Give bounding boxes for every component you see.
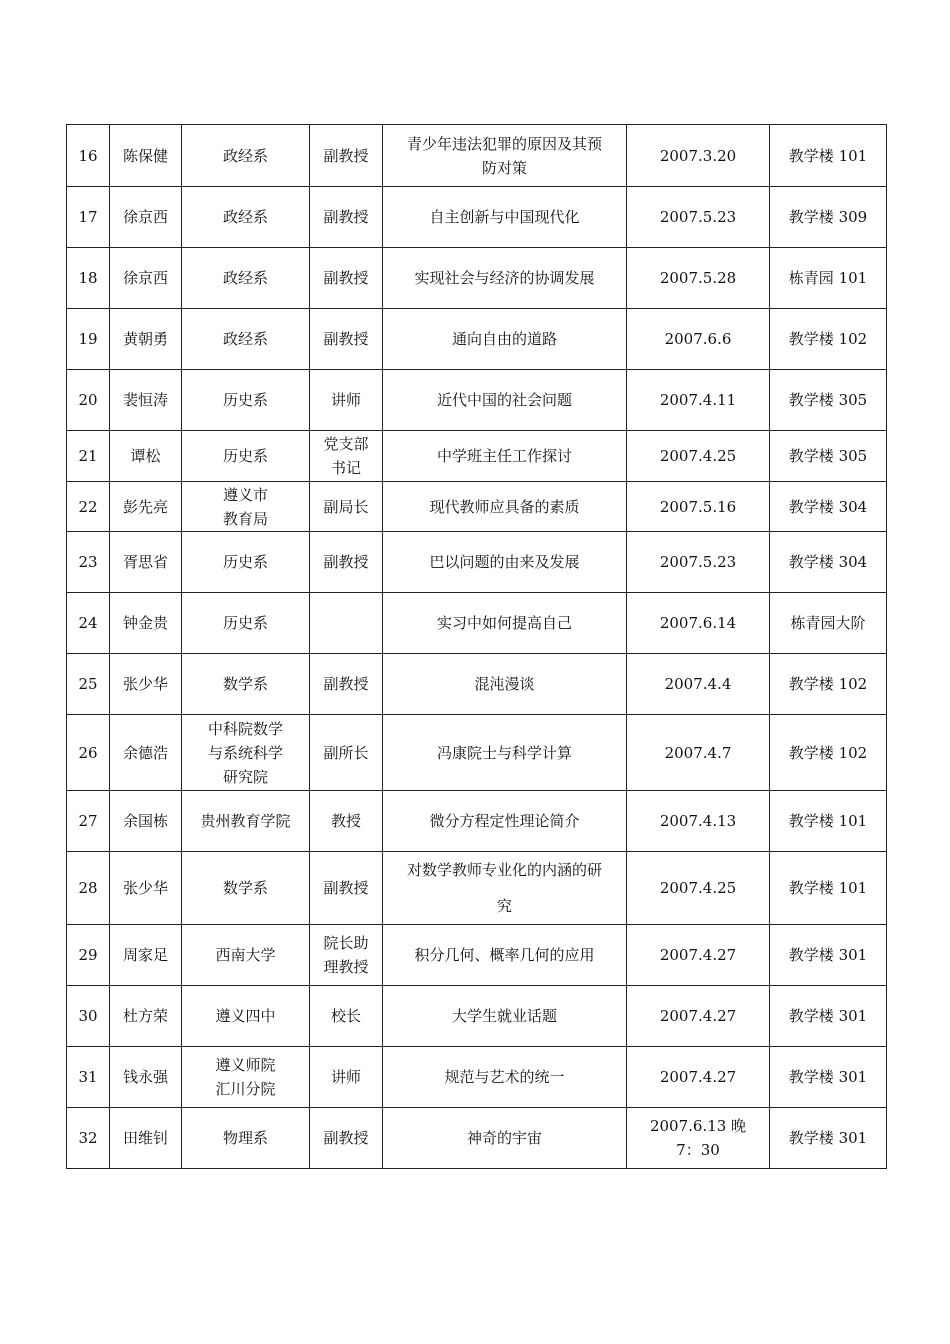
speaker-department: 数学系 — [182, 852, 310, 925]
speaker-name: 周家足 — [110, 925, 182, 986]
speaker-department: 政经系 — [182, 187, 310, 248]
table-row — [67, 482, 887, 532]
row-number: 32 — [67, 1108, 110, 1169]
lecture-topic: 实习中如何提高自己 — [383, 593, 627, 654]
speaker-department: 西南大学 — [182, 925, 310, 986]
row-number: 28 — [67, 852, 110, 925]
row-number: 25 — [67, 654, 110, 715]
table-row — [67, 248, 887, 309]
lecture-venue: 教学楼 102 — [770, 715, 887, 791]
lecture-topic: 冯康院士与科学计算 — [383, 715, 627, 791]
speaker-department: 历史系 — [182, 593, 310, 654]
speaker-title: 校长 — [310, 986, 383, 1047]
lecture-schedule-table — [66, 124, 887, 1169]
lecture-date: 2007.4.11 — [627, 370, 770, 431]
row-number: 24 — [67, 593, 110, 654]
table-row — [67, 431, 887, 482]
lecture-date: 2007.3.20 — [627, 125, 770, 187]
lecture-date: 2007.6.6 — [627, 309, 770, 370]
row-number: 18 — [67, 248, 110, 309]
lecture-venue: 教学楼 102 — [770, 654, 887, 715]
speaker-department: 遵义四中 — [182, 986, 310, 1047]
speaker-name: 钱永强 — [110, 1047, 182, 1108]
lecture-date: 2007.4.27 — [627, 925, 770, 986]
lecture-date: 2007.5.23 — [627, 532, 770, 593]
row-number: 20 — [67, 370, 110, 431]
lecture-date: 2007.4.25 — [627, 852, 770, 925]
speaker-name: 徐京西 — [110, 248, 182, 309]
speaker-name: 陈保健 — [110, 125, 182, 187]
lecture-date: 2007.4.4 — [627, 654, 770, 715]
table-row — [67, 1108, 887, 1169]
row-number: 27 — [67, 791, 110, 852]
row-number: 26 — [67, 715, 110, 791]
table-row — [67, 925, 887, 986]
lecture-topic: 青少年违法犯罪的原因及其预 防对策 — [383, 125, 627, 187]
speaker-title: 副教授 — [310, 852, 383, 925]
lecture-date: 2007.4.13 — [627, 791, 770, 852]
speaker-title: 副教授 — [310, 654, 383, 715]
lecture-venue: 教学楼 301 — [770, 986, 887, 1047]
speaker-name: 徐京西 — [110, 187, 182, 248]
lecture-date: 2007.4.27 — [627, 1047, 770, 1108]
speaker-title: 副教授 — [310, 248, 383, 309]
lecture-venue: 栋青园大阶 — [770, 593, 887, 654]
table-row — [67, 370, 887, 431]
lecture-venue: 教学楼 101 — [770, 791, 887, 852]
lecture-topic: 积分几何、概率几何的应用 — [383, 925, 627, 986]
speaker-title: 党支部 书记 — [310, 431, 383, 482]
row-number: 23 — [67, 532, 110, 593]
table-row — [67, 593, 887, 654]
lecture-topic: 规范与艺术的统一 — [383, 1047, 627, 1108]
lecture-venue: 教学楼 309 — [770, 187, 887, 248]
lecture-venue: 教学楼 304 — [770, 482, 887, 532]
speaker-department: 历史系 — [182, 370, 310, 431]
speaker-department: 物理系 — [182, 1108, 310, 1169]
table-row — [67, 852, 887, 925]
table-row — [67, 1047, 887, 1108]
speaker-name: 余国栋 — [110, 791, 182, 852]
row-number: 29 — [67, 925, 110, 986]
speaker-title: 副所长 — [310, 715, 383, 791]
lecture-topic: 中学班主任工作探讨 — [383, 431, 627, 482]
speaker-department: 遵义市 教育局 — [182, 482, 310, 532]
row-number: 21 — [67, 431, 110, 482]
lecture-venue: 栋青园 101 — [770, 248, 887, 309]
lecture-topic: 巴以问题的由来及发展 — [383, 532, 627, 593]
speaker-name: 张少华 — [110, 654, 182, 715]
speaker-name: 杜方荣 — [110, 986, 182, 1047]
table-row — [67, 187, 887, 248]
table-row — [67, 125, 887, 187]
lecture-venue: 教学楼 305 — [770, 431, 887, 482]
lecture-topic: 现代教师应具备的素质 — [383, 482, 627, 532]
row-number: 22 — [67, 482, 110, 532]
table-row — [67, 986, 887, 1047]
speaker-title: 讲师 — [310, 370, 383, 431]
speaker-department: 数学系 — [182, 654, 310, 715]
speaker-department: 历史系 — [182, 431, 310, 482]
lecture-topic: 微分方程定性理论简介 — [383, 791, 627, 852]
row-number: 30 — [67, 986, 110, 1047]
speaker-department: 政经系 — [182, 125, 310, 187]
table-row — [67, 715, 887, 791]
speaker-title: 副教授 — [310, 309, 383, 370]
speaker-name: 钟金贵 — [110, 593, 182, 654]
lecture-date: 2007.4.7 — [627, 715, 770, 791]
speaker-department: 历史系 — [182, 532, 310, 593]
row-number: 19 — [67, 309, 110, 370]
lecture-topic: 混沌漫谈 — [383, 654, 627, 715]
lecture-date: 2007.5.23 — [627, 187, 770, 248]
speaker-name: 胥思省 — [110, 532, 182, 593]
lecture-date: 2007.5.16 — [627, 482, 770, 532]
speaker-title: 院长助 理教授 — [310, 925, 383, 986]
speaker-title: 教授 — [310, 791, 383, 852]
speaker-name: 田维钊 — [110, 1108, 182, 1169]
lecture-topic: 对数学教师专业化的内涵的研 究 — [383, 852, 627, 925]
lecture-date: 2007.4.27 — [627, 986, 770, 1047]
lecture-venue: 教学楼 101 — [770, 125, 887, 187]
speaker-title: 副教授 — [310, 1108, 383, 1169]
speaker-department: 政经系 — [182, 248, 310, 309]
lecture-topic: 神奇的宇宙 — [383, 1108, 627, 1169]
speaker-name: 张少华 — [110, 852, 182, 925]
speaker-name: 彭先亮 — [110, 482, 182, 532]
row-number: 31 — [67, 1047, 110, 1108]
lecture-venue: 教学楼 304 — [770, 532, 887, 593]
speaker-department: 中科院数学 与系统科学 研究院 — [182, 715, 310, 791]
lecture-date: 2007.4.25 — [627, 431, 770, 482]
lecture-venue: 教学楼 102 — [770, 309, 887, 370]
speaker-department: 遵义师院 汇川分院 — [182, 1047, 310, 1108]
lecture-topic: 大学生就业话题 — [383, 986, 627, 1047]
lecture-topic: 通向自由的道路 — [383, 309, 627, 370]
lecture-venue: 教学楼 301 — [770, 1108, 887, 1169]
lecture-venue: 教学楼 101 — [770, 852, 887, 925]
lecture-date: 2007.6.14 — [627, 593, 770, 654]
speaker-title: 副局长 — [310, 482, 383, 532]
row-number: 17 — [67, 187, 110, 248]
lecture-date: 2007.5.28 — [627, 248, 770, 309]
speaker-name: 谭松 — [110, 431, 182, 482]
table-row — [67, 309, 887, 370]
speaker-title: 副教授 — [310, 125, 383, 187]
speaker-name: 裴恒涛 — [110, 370, 182, 431]
lecture-topic: 近代中国的社会问题 — [383, 370, 627, 431]
lecture-topic: 实现社会与经济的协调发展 — [383, 248, 627, 309]
speaker-name: 余德浩 — [110, 715, 182, 791]
speaker-title — [310, 593, 383, 654]
lecture-topic: 自主创新与中国现代化 — [383, 187, 627, 248]
row-number: 16 — [67, 125, 110, 187]
lecture-date: 2007.6.13 晚 7：30 — [627, 1108, 770, 1169]
speaker-title: 讲师 — [310, 1047, 383, 1108]
speaker-name: 黄朝勇 — [110, 309, 182, 370]
table-row — [67, 532, 887, 593]
speaker-title: 副教授 — [310, 532, 383, 593]
speaker-title: 副教授 — [310, 187, 383, 248]
table-row — [67, 654, 887, 715]
speaker-department: 贵州教育学院 — [182, 791, 310, 852]
speaker-department: 政经系 — [182, 309, 310, 370]
table-row — [67, 791, 887, 852]
lecture-venue: 教学楼 301 — [770, 1047, 887, 1108]
lecture-venue: 教学楼 305 — [770, 370, 887, 431]
lecture-venue: 教学楼 301 — [770, 925, 887, 986]
